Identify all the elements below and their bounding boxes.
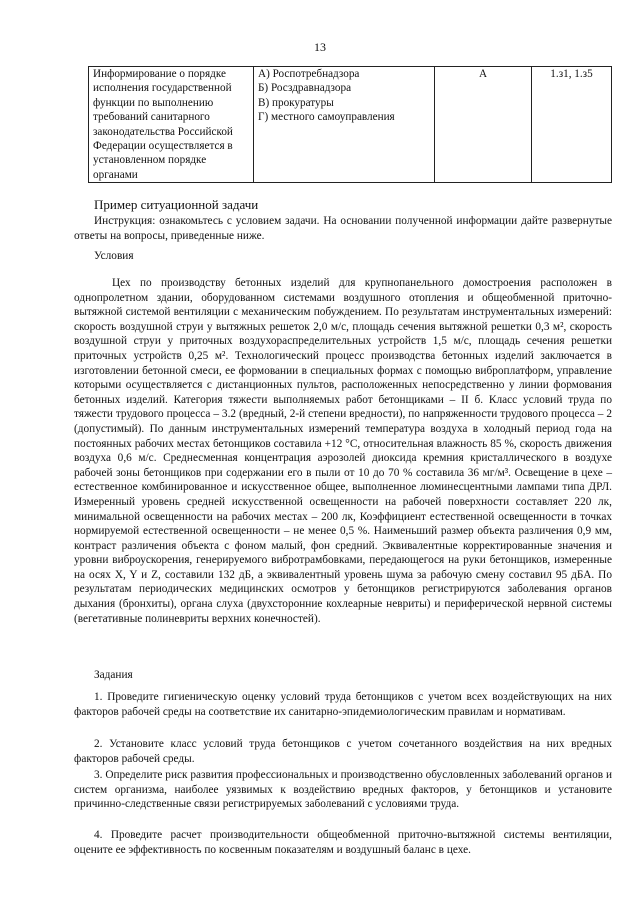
page-number: 13 [314, 40, 326, 54]
answer-cell: А [435, 67, 532, 183]
option-a: А) Роспотребнадзора [258, 68, 360, 80]
table-row [89, 67, 612, 183]
options-cell [254, 67, 435, 183]
option-c: В) прокуратуры [258, 96, 334, 109]
tasks-label: Задания [94, 669, 133, 681]
question-table [88, 66, 612, 183]
question-cell: Информирование о порядке исполнения государственной функции по выполнению требований санитарного законодательства Российской Федерации осуществляется в установленном порядке органами [89, 67, 254, 183]
task-1: 1. Проведите гигиеническую оценку условий труда бетонщиков с учетом всех воздействующих на них факторов рабочей среды на соответствие их санитарно-эпидемиологическим правилам и нормативам. [74, 691, 612, 718]
task-3: 3. Определите риск развития профессиональных и производственно обусловленных заболеваний органов и систем организма, наиболее уязвимых к воздействию вредных факторов, у бетонщиков и установите причинно-следственные связи регистрируемых заболеваний с условиями труда. [74, 769, 612, 811]
conditions-label: Условия [94, 250, 134, 262]
reference-cell: 1.з1, 1.з5 [532, 67, 612, 183]
task-4: 4. Проведите расчет производительности общеобменной приточно-вытяжной системы вентиляции, оцените ее эффективность по косвенным показателям и воздушный баланс в цехе. [74, 829, 612, 856]
example-title: Пример ситуационной задачи [94, 197, 259, 212]
task-2: 2. Установите класс условий труда бетонщиков с учетом сочетанного воздействия на них вредных факторов рабочей среды. [74, 738, 612, 765]
conditions-text: Цех по производству бетонных изделий для крупнопанельного домостроения расположен в однопролетном здании, оборудованном системами воздушного отопления и общеобменной приточно-вытяжной системой вентиляции с механическим побуждением. По результатам инструментальных измерений: скорость воздушной струи у вытяжных решеток 2,0 м/с, площадь сечения вытяжной решетки 0,3 м², скорость воздушной струи у приточных воздухораспределительных устройств 1,5 м/с, площадь сечения решетки приточных устройств 0,25 м². Технологический процесс производства бетонных изделий заключается в изготовлении бетонной смеси, ее формовании в специальных формах с помощью виброплатформ, управление которыми осуществляется с дистанционных пультов, расположенных непосредственно у линии формования бетонных изделий. Категория тяжести выполняемых работ бетонщиками – II б. Класс условий труда по тяжести трудового процесса – 3.2 (вредный, 2-й степени вредности), по напряженности трудового процесса – 2 (допустимый). По данным инструментальных измерений температура воздуха в холодный период года на постоянных рабочих местах бетонщиков составила +12 °С, относительная влажность 85 %, скорость движения воздуха 0,6 м/с. Среднесменная концентрация аэрозолей диоксида кремния кристаллического в воздухе рабочей зоны бетонщиков при содержании его в пыли от 10 до 70 % составила 36 мг/м³. Освещение в цехе – естественное комбинированное и искусственное общее, выполненное люминесцентными лампами типа ДРЛ. Измеренный уровень средней искусственной освещенности на рабочей поверхности составляет 220 лк, минимальной освещенности на рабочих местах – 200 лк, Коэффициент естественной освещенности в точках нормируемой естественной освещенности – не менее 0,5 %. Наименьший размер объекта различения 0,9 мм, контраст различения объекта с фоном малый, фон средний. Эквивалентные корректированные значения и уровни виброускорения, генерируемого вибротрамбовками, передающегося на руки бетонщиков, измеренные на осях X, Y и Z, составили 132 дБ, а эквивалентный уровень шума за рабочую смену составил 95 дБА. По результатам периодических медицинских осмотров у бетонщиков регистрируются заболевания органов дыхания (бронхиты), органа слуха (двухсторонние кохлеарные невриты) и периферической нервной системы (вегетативные полиневриты верхних конечностей). [74, 277, 612, 625]
instruction-text: Инструкция: ознакомьтесь с условием задачи. На основании полученной информации дайте развернутые ответы на вопросы, приведенные ниже. [74, 215, 612, 242]
option-b: Б) Росздравнадзора [258, 82, 352, 95]
option-d: Г) местного самоуправления [258, 111, 395, 124]
